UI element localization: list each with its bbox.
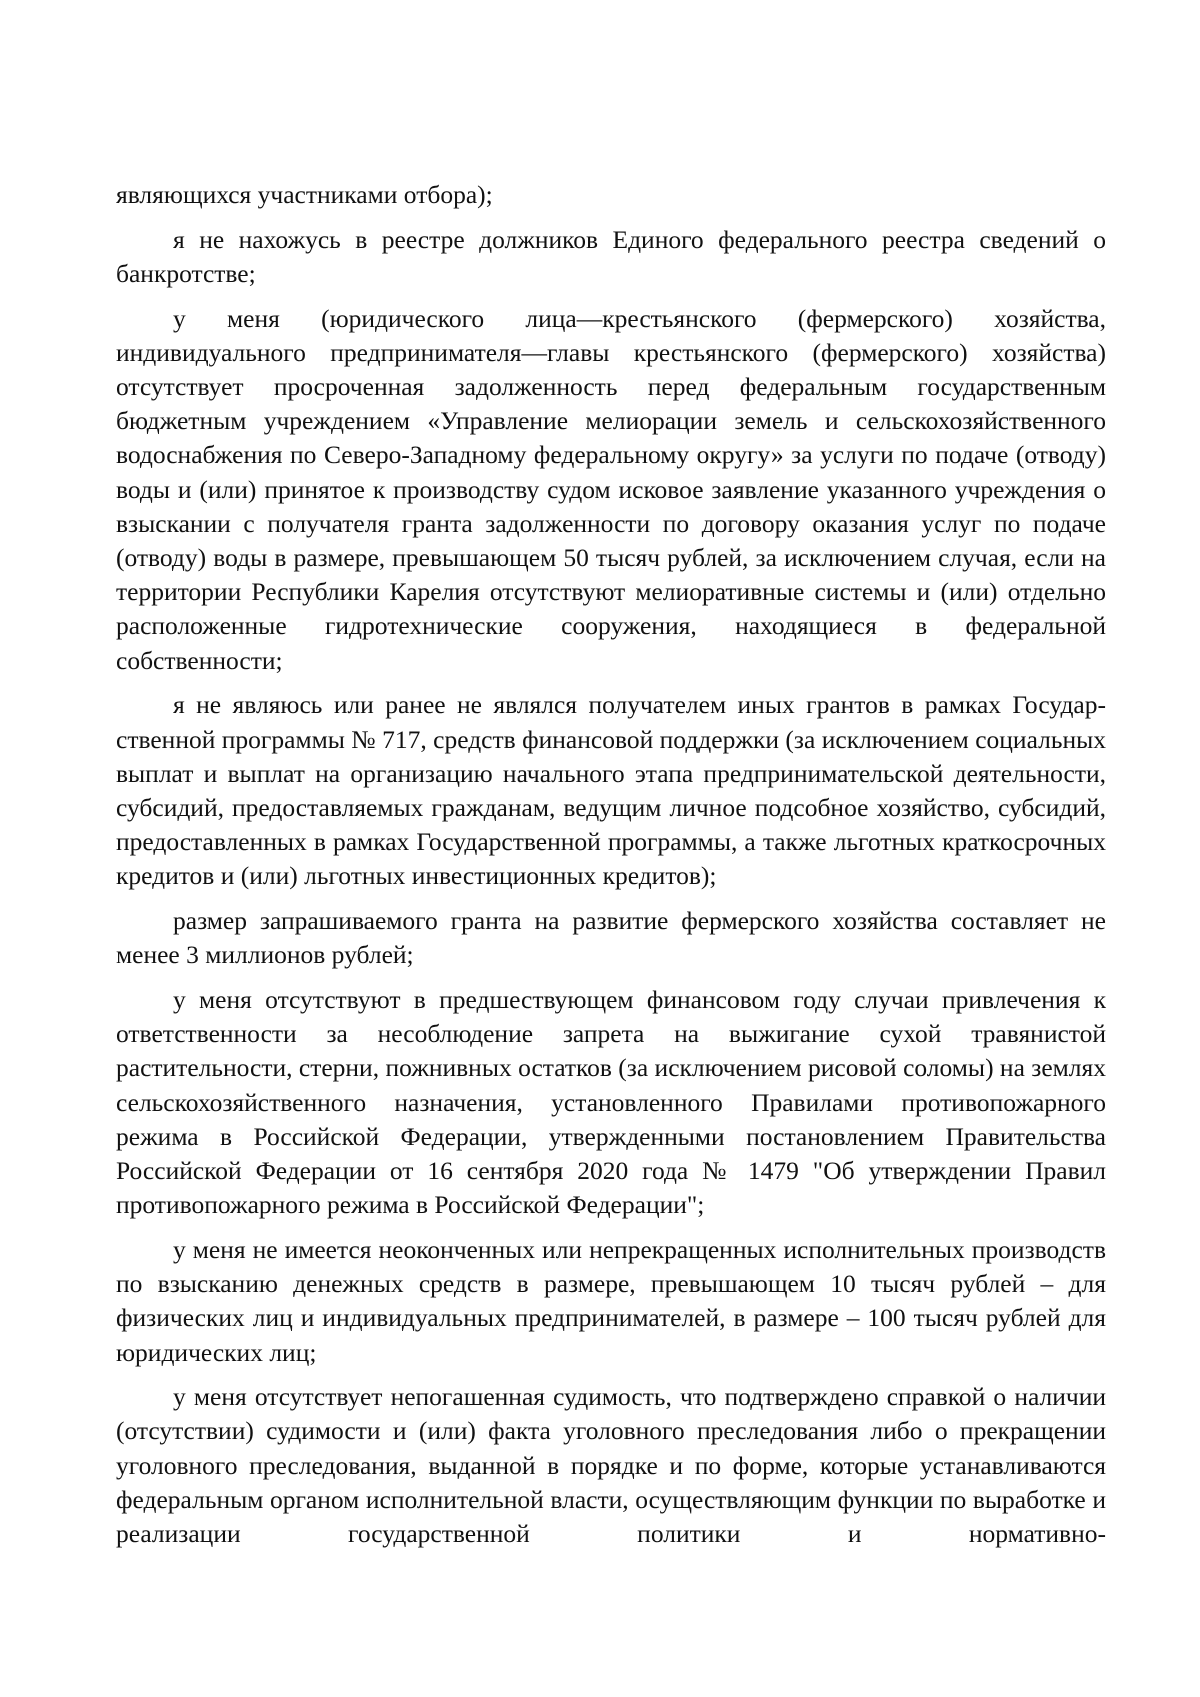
document-body — [116, 178, 1106, 1562]
paragraph-other-grants: я не являюсь или ранее не являлся получателем иных грантов в рамках Государственной программы № 717, средств финансовой поддержки (за исключением социальных выплат и выплат на организацию начального этапа предпринимательской деятельности, субсидий, предоставляемых гражданам, ведущим личное подсобное хозяйство, субсидий, предоставленных в рамках Государственной программы, а также льготных краткосрочных кредитов и (или) льготных инвестиционных кредитов); — [116, 690, 1106, 891]
paragraph-bankruptcy-registry: я не нахожусь в реестре должников Единого федерального реестра сведений о банкротстве; — [116, 224, 1106, 288]
paragraph-criminal-record: у меня отсутствует непогашенная судимость, что подтверждено справкой о наличии (отсутствии) судимости и (или) факта уголовного преследования либо о прекращении уголовного преследования, выданной в порядке и по форме, которые устанавливаются федеральным органом исполнительной власти, осуществляющим функции по выработке и реализации государственной политики и нормативно- — [116, 1382, 1106, 1549]
paragraph-grant-amount: размер запрашиваемого гранта на развитие фермерского хозяйства составляет не менее 3 миллионов рублей; — [116, 906, 1106, 970]
paragraph-fire-safety: у меня отсутствуют в предшествующем финансовом году случаи привлечения к ответственности за несоблюдение запрета на выжигание сухой травянистой растительности, стерни, пожнивных остатков (за исключением рисовой соломы) на землях сельскохозяйственного назначения, установленного Правилами противопожарного режима в Российской Федерации, утвержденными постановлением Правительства Российской Федерации от 16 сентября 2020 года № 1479 "Об утверждении Правил противопожарного режима в Российской Федерации"; — [116, 984, 1107, 1220]
paragraph-water-supply-debt: у меня (юридического лица—крестьянского (фермерского) хозяйства, индивидуального предпринимателя—главы крестьянского (фермерского) хозяйства) отсутствует просроченная задолженность перед федеральным государственным бюджетным учреждением «Управление мелиорации земель и сельскохозяйственного водоснабжения по Северо-Западному федеральному округу» за услуги по подаче (отводу) воды и (или) принятое к производству судом исковое заявление указанного учреждения о взыскании с получателя гранта задолженности по договору оказания услуг по подаче (отводу) воды в размере, превышающем 50 тысяч рублей, за исключением случая, если на территории Республики Карелия отсутствуют мелиоративные системы и (или) отдельно расположенные гидротехнические сооружения, находящиеся в федеральной собственности; — [116, 303, 1106, 675]
paragraph-continuation: являющихся участниками отбора); — [116, 180, 493, 209]
paragraph-enforcement-proceedings: у меня не имеется неоконченных или непрекращенных исполнительных производств по взысканию денежных средств в размере, превышающем 10 тысяч рублей – для физических лиц и индивидуальных предпринимателей, в размере – 100 тысяч рублей для юридических лиц; — [116, 1234, 1106, 1367]
